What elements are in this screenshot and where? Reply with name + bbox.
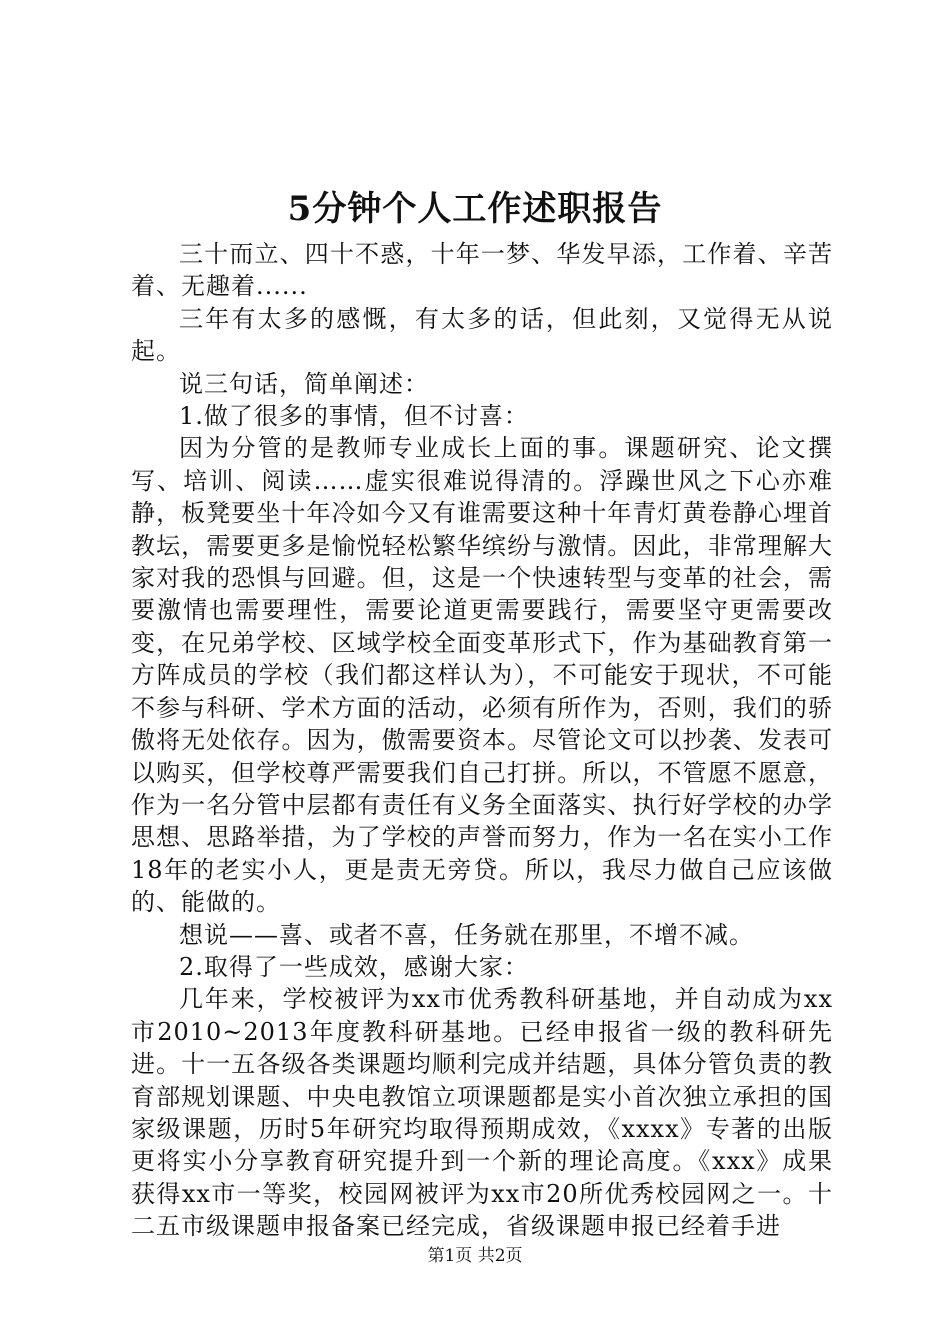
paragraph: 三年有太多的感慨，有太多的话，但此刻，又觉得无从说起。 — [131, 304, 833, 366]
page-footer: 第1页 共2页 — [427, 1246, 523, 1266]
paragraph: 说三句话，简单阐述： — [179, 369, 429, 398]
document-body — [131, 238, 833, 1243]
paragraph: 三十而立、四十不惑，十年一梦、华发早添，工作着、辛苦着、无趣着...... — [131, 240, 833, 301]
paragraph: 几年来，学校被评为xx市优秀教科研基地，并自动成为xx市2010~2013年度教科研基地。已经申报省一级的教科研先进。十一五各级各类课题均顺利完成并结题，具体分管负责的教育部规划课题、中央电教馆立项课题都是实小首次独立承担的国家级课题，历时5年研究均取得预期成效，《xxxx》专著的出版更将实小分享教育研究提升到一个新的理论高度。《xxx》成果获得xx市一等奖，校园网被评为xx市20所优秀校园网之一。十二五市级课题申报备案已经完成，省级课题申报已经着手进 — [131, 985, 833, 1241]
paragraph: 2.取得了一些成效，感谢大家： — [179, 952, 529, 981]
paragraph: 因为分管的是教师专业成长上面的事。课题研究、论文撰写、培训、阅读……虚实很难说得清的。浮躁世风之下心亦难静，板凳要坐十年冷如今又有谁需要这种十年青灯黄卷静心埋首教坛，需要更多是愉悦轻松繁华缤纷与激情。因此，非常理解大家对我的恐惧与回避。但，这是一个快速转型与变革的社会，需要激情也需要理性，需要论道更需要践行，需要坚守更需要改变，在兄弟学校、区域学校全面变革形式下，作为基础教育第一方阵成员的学校（我们都这样认为），不可能安于现状，不可能不参与科研、学术方面的活动，必须有所作为，否则，我们的骄傲将无处依存。因为，傲需要资本。尽管论文可以抄袭、发表可以购买，但学校尊严需要我们自己打拼。所以，不管愿不愿意，作为一名分管中层都有责任有义务全面落实、执行好学校的办学思想、思路举措，为了学校的声誉而努力，作为一名在实小工作18年的老实小人，更是责无旁贷。所以，我尽力做自己应该做的、能做的。 — [131, 434, 833, 917]
paragraph: 想说——喜、或者不喜，任务就在那里，不增不减。 — [179, 920, 754, 949]
document-title: 5分钟个人工作述职报告 — [287, 189, 663, 229]
paragraph: 1.做了很多的事情，但不讨喜： — [179, 402, 529, 431]
